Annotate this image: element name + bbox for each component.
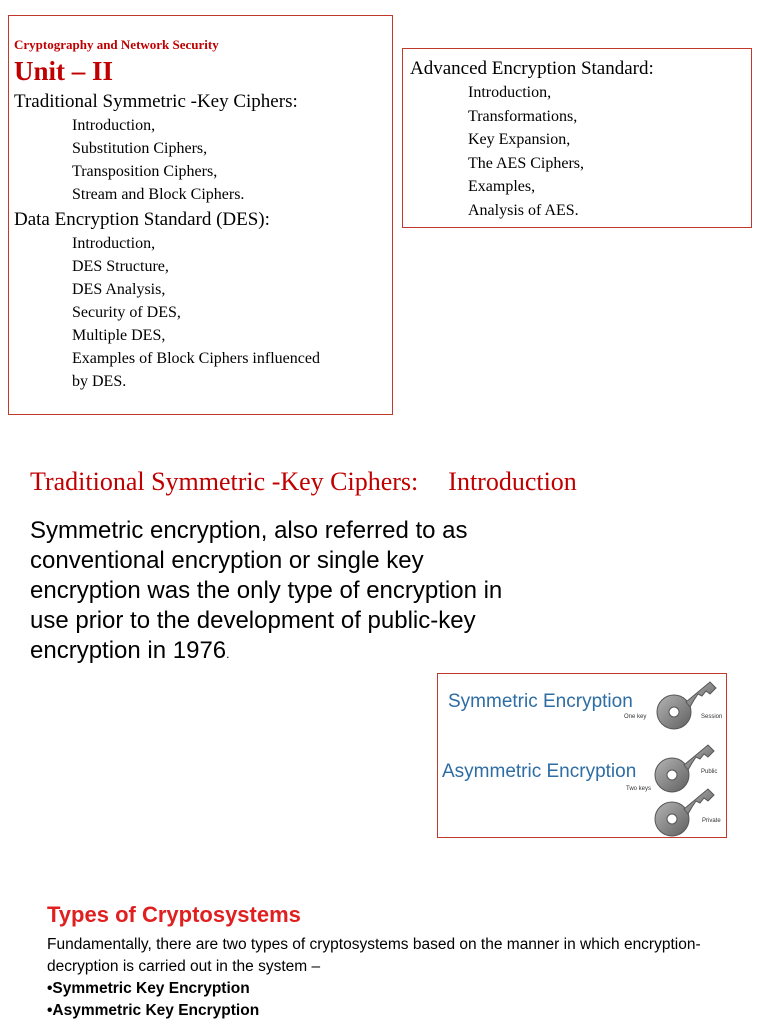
types-heading: Types of Cryptosystems bbox=[47, 902, 301, 927]
list-item: Key Expansion, bbox=[468, 131, 571, 148]
types-paragraph bbox=[47, 934, 762, 1022]
private-label: Private bbox=[702, 818, 721, 824]
section-heading-aes: Advanced Encryption Standard: bbox=[410, 58, 654, 79]
aes-outline-box bbox=[402, 48, 752, 228]
list-item: DES Analysis, bbox=[72, 281, 166, 298]
public-label: Public bbox=[701, 769, 718, 775]
one-key-label: One key bbox=[624, 714, 647, 720]
unit-title: Unit – II bbox=[14, 56, 114, 86]
types-description: Fundamentally, there are two types of cryptosystems based on the manner in which encryption-decryption is carried out in the system – bbox=[47, 936, 701, 975]
list-item: Introduction, bbox=[72, 117, 156, 134]
intro-paragraph-text: Symmetric encryption, also referred to as conventional encryption or single key encryption was the only type of encryption in use prior to the development of public-key encryption in 1976 bbox=[30, 517, 503, 664]
list-item: Transposition Ciphers, bbox=[72, 163, 218, 180]
list-item: Examples of Block Ciphers influenced bbox=[72, 350, 320, 367]
asymmetric-encryption-label: Asymmetric Encryption bbox=[442, 761, 637, 782]
encryption-keys-figure bbox=[437, 673, 727, 838]
list-item: Stream and Block Ciphers. bbox=[72, 186, 245, 203]
encryption-keys-illustration bbox=[438, 674, 726, 837]
unit-outline-box bbox=[8, 15, 393, 415]
session-label: Session bbox=[701, 714, 723, 720]
section-heading-des: Data Encryption Standard (DES): bbox=[14, 209, 270, 230]
list-item: Introduction, bbox=[468, 84, 552, 101]
course-title: Cryptography and Network Security bbox=[14, 37, 219, 52]
list-item: Substitution Ciphers, bbox=[72, 140, 208, 157]
key-icon bbox=[657, 682, 716, 729]
list-item: •Asymmetric Key Encryption bbox=[47, 1002, 260, 1019]
intro-heading-left: Traditional Symmetric -Key Ciphers: bbox=[30, 467, 419, 496]
list-item: The AES Ciphers, bbox=[468, 154, 584, 172]
intro-paragraph-end: . bbox=[226, 647, 230, 661]
aes-topics-list bbox=[410, 81, 751, 222]
list-item: Multiple DES, bbox=[72, 327, 166, 344]
list-item: Transformations, bbox=[468, 107, 578, 125]
intro-paragraph bbox=[30, 516, 520, 669]
list-item: •Symmetric Key Encryption bbox=[47, 980, 250, 997]
list-item: Introduction, bbox=[72, 235, 156, 252]
key-icon bbox=[655, 789, 714, 836]
two-keys-label: Two keys bbox=[626, 786, 652, 792]
list-item: Security of DES, bbox=[72, 304, 181, 321]
list-item: DES Structure, bbox=[72, 258, 169, 275]
des-topics-list bbox=[14, 232, 392, 393]
list-item: Analysis of AES. bbox=[468, 201, 579, 219]
list-item: by DES. bbox=[72, 373, 127, 390]
list-item: Examples, bbox=[468, 178, 536, 195]
symmetric-topics-list bbox=[14, 114, 392, 206]
intro-heading bbox=[30, 466, 577, 498]
symmetric-encryption-label: Symmetric Encryption bbox=[448, 691, 633, 712]
intro-heading-right: Introduction bbox=[448, 467, 577, 496]
section-heading-symmetric: Traditional Symmetric -Key Ciphers: bbox=[14, 91, 298, 112]
